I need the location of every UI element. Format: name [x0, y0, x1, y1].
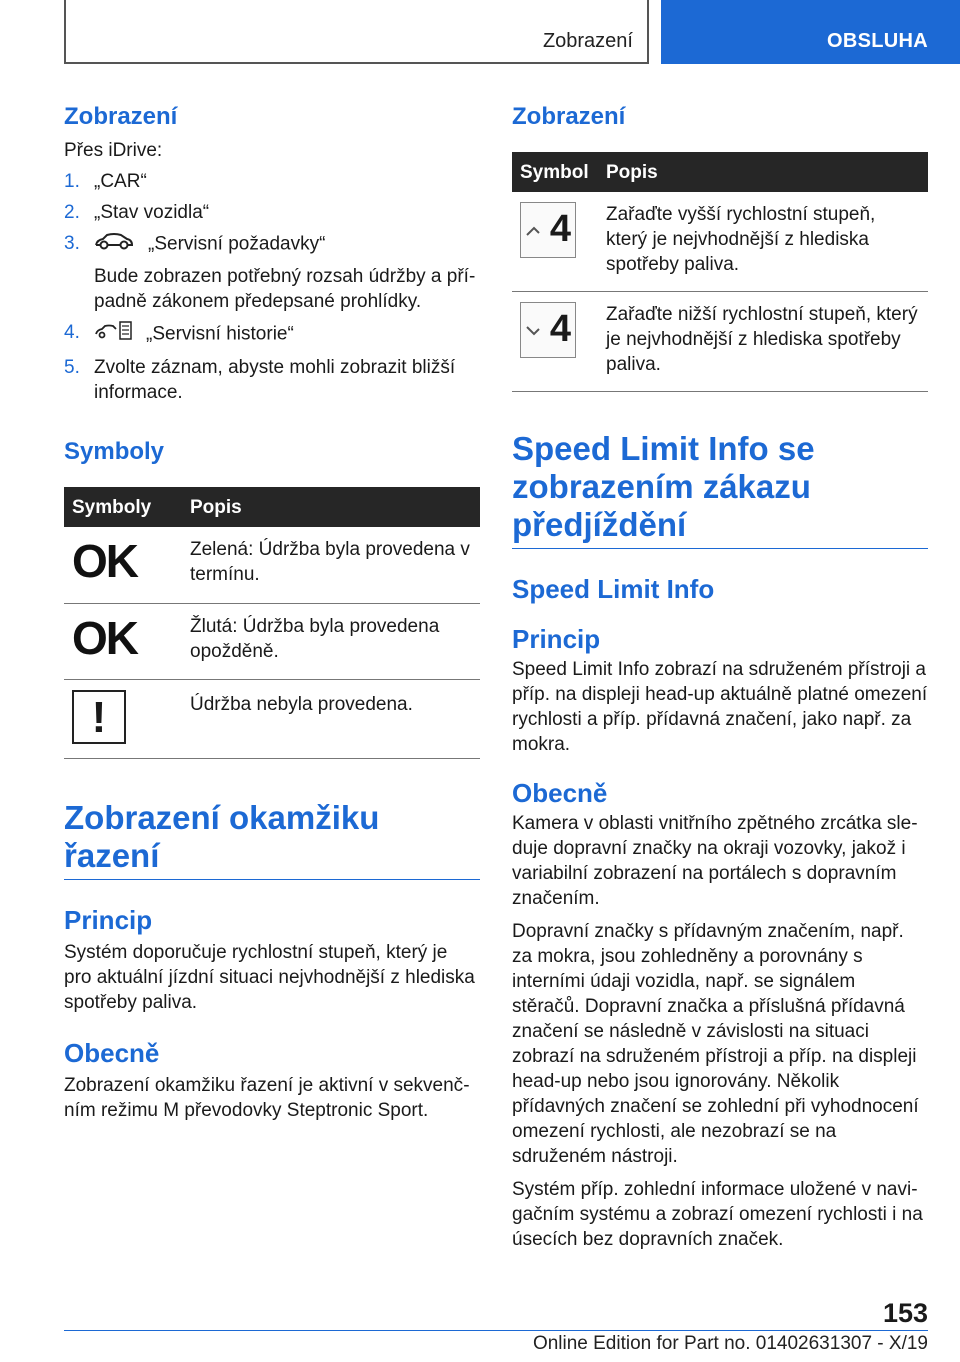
- service-history-icon: [94, 320, 134, 349]
- list-item: 4. „Servisní historie“: [64, 320, 480, 349]
- heading-symboly: Symboly: [64, 438, 165, 465]
- obecne-p1: Kamera v oblasti vnitřního zpětného zrcátka sleduje dopravní značky na okraji vozovky, jakož i variabilní zobrazení na portálech s dopravním značením.: [512, 813, 918, 909]
- steps-list: [64, 169, 480, 405]
- table-header: Symbol: [512, 152, 598, 192]
- gear-down-icon: 4: [512, 292, 598, 392]
- list-item: 2. „Stav vozidla“: [64, 202, 210, 223]
- divider: [512, 548, 928, 549]
- gear-up-icon: 4: [512, 192, 598, 292]
- obecne-p2: Dopravní značky s přídavným značením, např. za mokra, jsou zohledněny a porovnány s interními údaji vozidla, např. se signálem stěračů. Dopravní značka a příslušná přídavná značení se následně v závislosti na situaci zobrazí na sdruženém přístroji a příp. na displeji head-up nebo jsou ignorovány. Několik přídavných značení se zohlední při vyhodnocení omezení rychlosti, ale nezobrazí se na sdruženém nástroji.: [512, 921, 919, 1167]
- table-header: Popis: [598, 152, 928, 192]
- intro-text: Přes iDrive:: [64, 140, 163, 161]
- heading-okamziku: Zobrazení okamžiku řazení: [64, 798, 380, 874]
- heading-princip-right: Princip: [512, 624, 601, 654]
- table-row: OK Zelená: Údržba byla provedena v termínu.: [64, 527, 480, 603]
- footer-edition: Online Edition for Part no. 01402631307 - X/19: [532, 1333, 928, 1354]
- heading-zobrazeni: Zobrazení: [64, 103, 178, 130]
- header-section-title: Zobrazení: [542, 30, 633, 52]
- princip-text-right: Speed Limit Info zobrazí na sdruženém přístroji a příp. na displeji head-up aktuálně platné omezení rychlosti a příp. přídavná značení, jako např. za mokra.: [512, 659, 928, 755]
- heading-sli: Speed Limit Info: [512, 574, 715, 604]
- heading-zobrazeni-right: Zobrazení: [512, 103, 626, 130]
- obecne-text: Zobrazení okamžiku řazení je aktivní v sekvenčním režimu M převodovky Steptronic Sport.: [64, 1074, 470, 1121]
- heading-obecne-right: Obecně: [512, 778, 608, 808]
- table-header: Symboly: [64, 487, 182, 527]
- symbols-table: [64, 487, 480, 759]
- right-column: [512, 100, 928, 1252]
- shift-symbols-table: [512, 152, 928, 392]
- obecne-p3: Systém příp. zohlední informace uložené v navigačním systému a zobrazí omezení rychlosti i na úsecích bez dopravních značek.: [512, 1179, 923, 1250]
- divider: [64, 879, 480, 880]
- header-chapter-title: OBSLUHA: [827, 30, 928, 52]
- footer-divider: [64, 1330, 928, 1331]
- header-section-box: [64, 0, 649, 64]
- table-row: 4 Zařaďte nižší rychlostní stupeň, který je nejvhodnější z hlediska spotřeby paliva.: [512, 292, 928, 392]
- page-number: 153: [882, 1298, 928, 1328]
- heading-princip: Princip: [64, 904, 153, 935]
- list-item: 1. „CAR“: [64, 171, 147, 192]
- table-row: OK Žlutá: Údržba byla provedena opožděně.: [64, 603, 480, 679]
- princip-text: Systém doporučuje rychlostní stupeň, který je pro aktuální jízdní situaci nejvhodnější z hlediska spotřeby paliva.: [64, 941, 475, 1013]
- list-item: 5. Zvolte záznam, abyste mohli zobrazit bližší informace.: [64, 357, 456, 403]
- left-column: [64, 100, 480, 1123]
- table-row: ! Údržba nebyla provedena.: [64, 679, 480, 758]
- warning-exclamation-icon: !: [64, 679, 182, 758]
- heading-speed-limit: Speed Limit Info se zobrazením zákazu předjíždění: [512, 430, 815, 543]
- car-icon: [94, 231, 134, 258]
- ok-icon: OK: [64, 527, 182, 603]
- list-item: 3. „Servisní požadavky“ Bude zobrazen potřebný rozsah údržby a případně zákonem předepsané prohlídky.: [64, 233, 476, 312]
- table-header: Popis: [182, 487, 480, 527]
- header-chapter-box: [661, 0, 960, 64]
- heading-obecne: Obecně: [64, 1037, 160, 1068]
- ok-icon: OK: [64, 603, 182, 679]
- table-row: 4 Zařaďte vyšší rychlostní stupeň, který je nejvhodnější z hlediska spotřeby paliva.: [512, 192, 928, 292]
